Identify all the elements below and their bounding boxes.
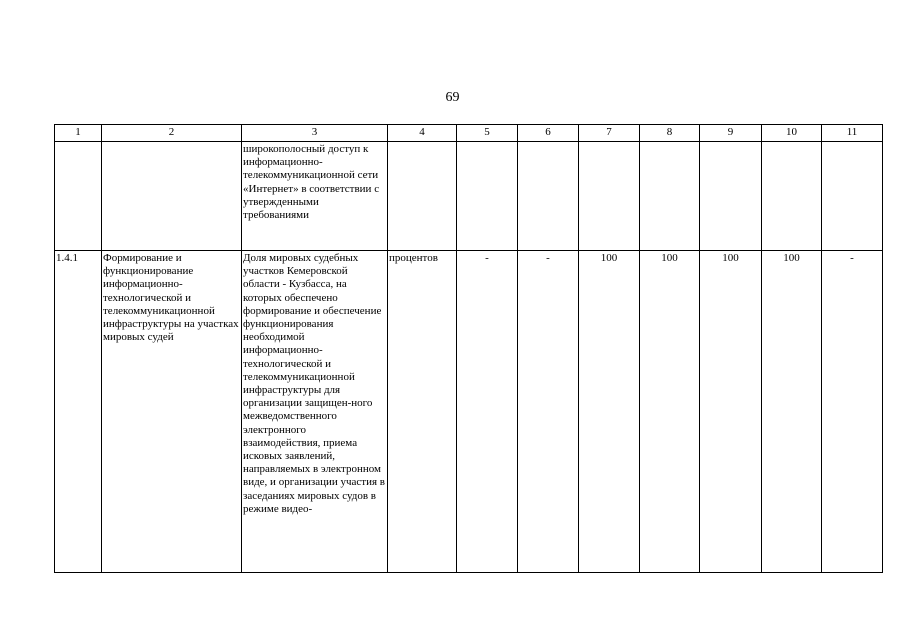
table-cell (700, 142, 762, 251)
column-header: 11 (822, 125, 883, 142)
value-cell: 100 (640, 251, 700, 573)
table-cell (388, 142, 457, 251)
value-cell: - (518, 251, 579, 573)
page-number: 69 (445, 90, 460, 105)
indicator-text-continuation: широкополосный доступ к информационно-телекоммуникационной сети «Интернет» в соответствии с утвержденными требованиями (242, 142, 388, 251)
column-header: 1 (55, 125, 102, 142)
table-cell (640, 142, 700, 251)
column-number-row (55, 125, 883, 142)
column-header: 6 (518, 125, 579, 142)
table-cell (102, 142, 242, 251)
table-row (55, 251, 883, 573)
indicator-text: Доля мировых судебных участков Кемеровской области - Кузбасса, на которых обеспечено формирование и обеспечение функционирования необходимой информационно-технологической и телекоммуникационной инфраструктуры для организации защищен-ного межведомственного электронного взаимодействия, приема исковых заявлений, направляемых в электронном виде, и организации участия в заседаниях мировых судов в режиме видео- (242, 251, 388, 573)
table-cell (55, 142, 102, 251)
table-row (55, 142, 883, 251)
column-header: 10 (762, 125, 822, 142)
column-header: 8 (640, 125, 700, 142)
column-header: 5 (457, 125, 518, 142)
indicators-table (54, 124, 883, 573)
value-cell: - (822, 251, 883, 573)
value-cell: 100 (579, 251, 640, 573)
item-number: 1.4.1 (55, 251, 102, 573)
value-cell: 100 (762, 251, 822, 573)
column-header: 7 (579, 125, 640, 142)
column-header: 3 (242, 125, 388, 142)
column-header: 4 (388, 125, 457, 142)
column-header: 2 (102, 125, 242, 142)
table-cell (457, 142, 518, 251)
column-header: 9 (700, 125, 762, 142)
table-cell (579, 142, 640, 251)
activity-name: Формирование и функционирование информационно-технологической и телекоммуникационной инфраструктуры на участках мировых судей (102, 251, 242, 573)
unit-cell: процентов (388, 251, 457, 573)
value-cell: 100 (700, 251, 762, 573)
value-cell: - (457, 251, 518, 573)
table-cell (822, 142, 883, 251)
table-cell (762, 142, 822, 251)
table-cell (518, 142, 579, 251)
